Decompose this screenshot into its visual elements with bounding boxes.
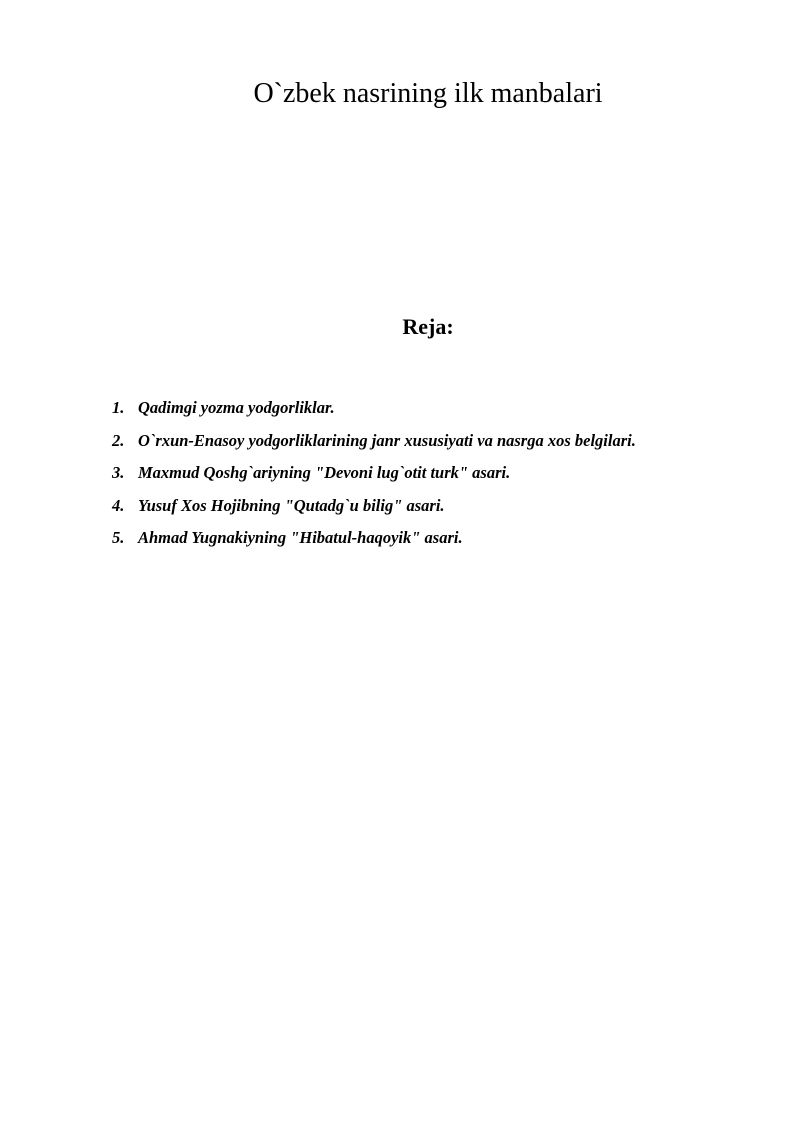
list-item [112, 492, 636, 525]
list-item [112, 459, 636, 492]
page-title: O`zbek nasrining ilk manbalari [253, 78, 603, 109]
list-item-text: O`rxun-Enasoy yodgorliklarining janr xususiyati va nasrga xos belgilari. [138, 430, 636, 450]
list-item [112, 524, 636, 557]
list-item-number: 1. [112, 398, 125, 417]
plan-heading: Reja: [402, 314, 454, 339]
list-item-text: Maxmud Qoshg`ariyning "Devoni lug`otit turk" asari. [138, 463, 511, 482]
list-item-number: 4. [112, 495, 125, 515]
list-item-number: 2. [112, 430, 125, 450]
list-item [112, 394, 636, 427]
list-item-number: 5. [112, 528, 125, 547]
list-item-text: Qadimgi yozma yodgorliklar. [138, 398, 335, 417]
list-item [112, 427, 636, 460]
list-item-number: 3. [112, 463, 125, 482]
list-item-text: Ahmad Yugnakiyning "Hibatul-haqoyik" asari. [138, 528, 463, 547]
list-item-text: Yusuf Xos Hojibning "Qutadg`u bilig" asari. [138, 495, 445, 515]
plan-list [112, 394, 636, 557]
